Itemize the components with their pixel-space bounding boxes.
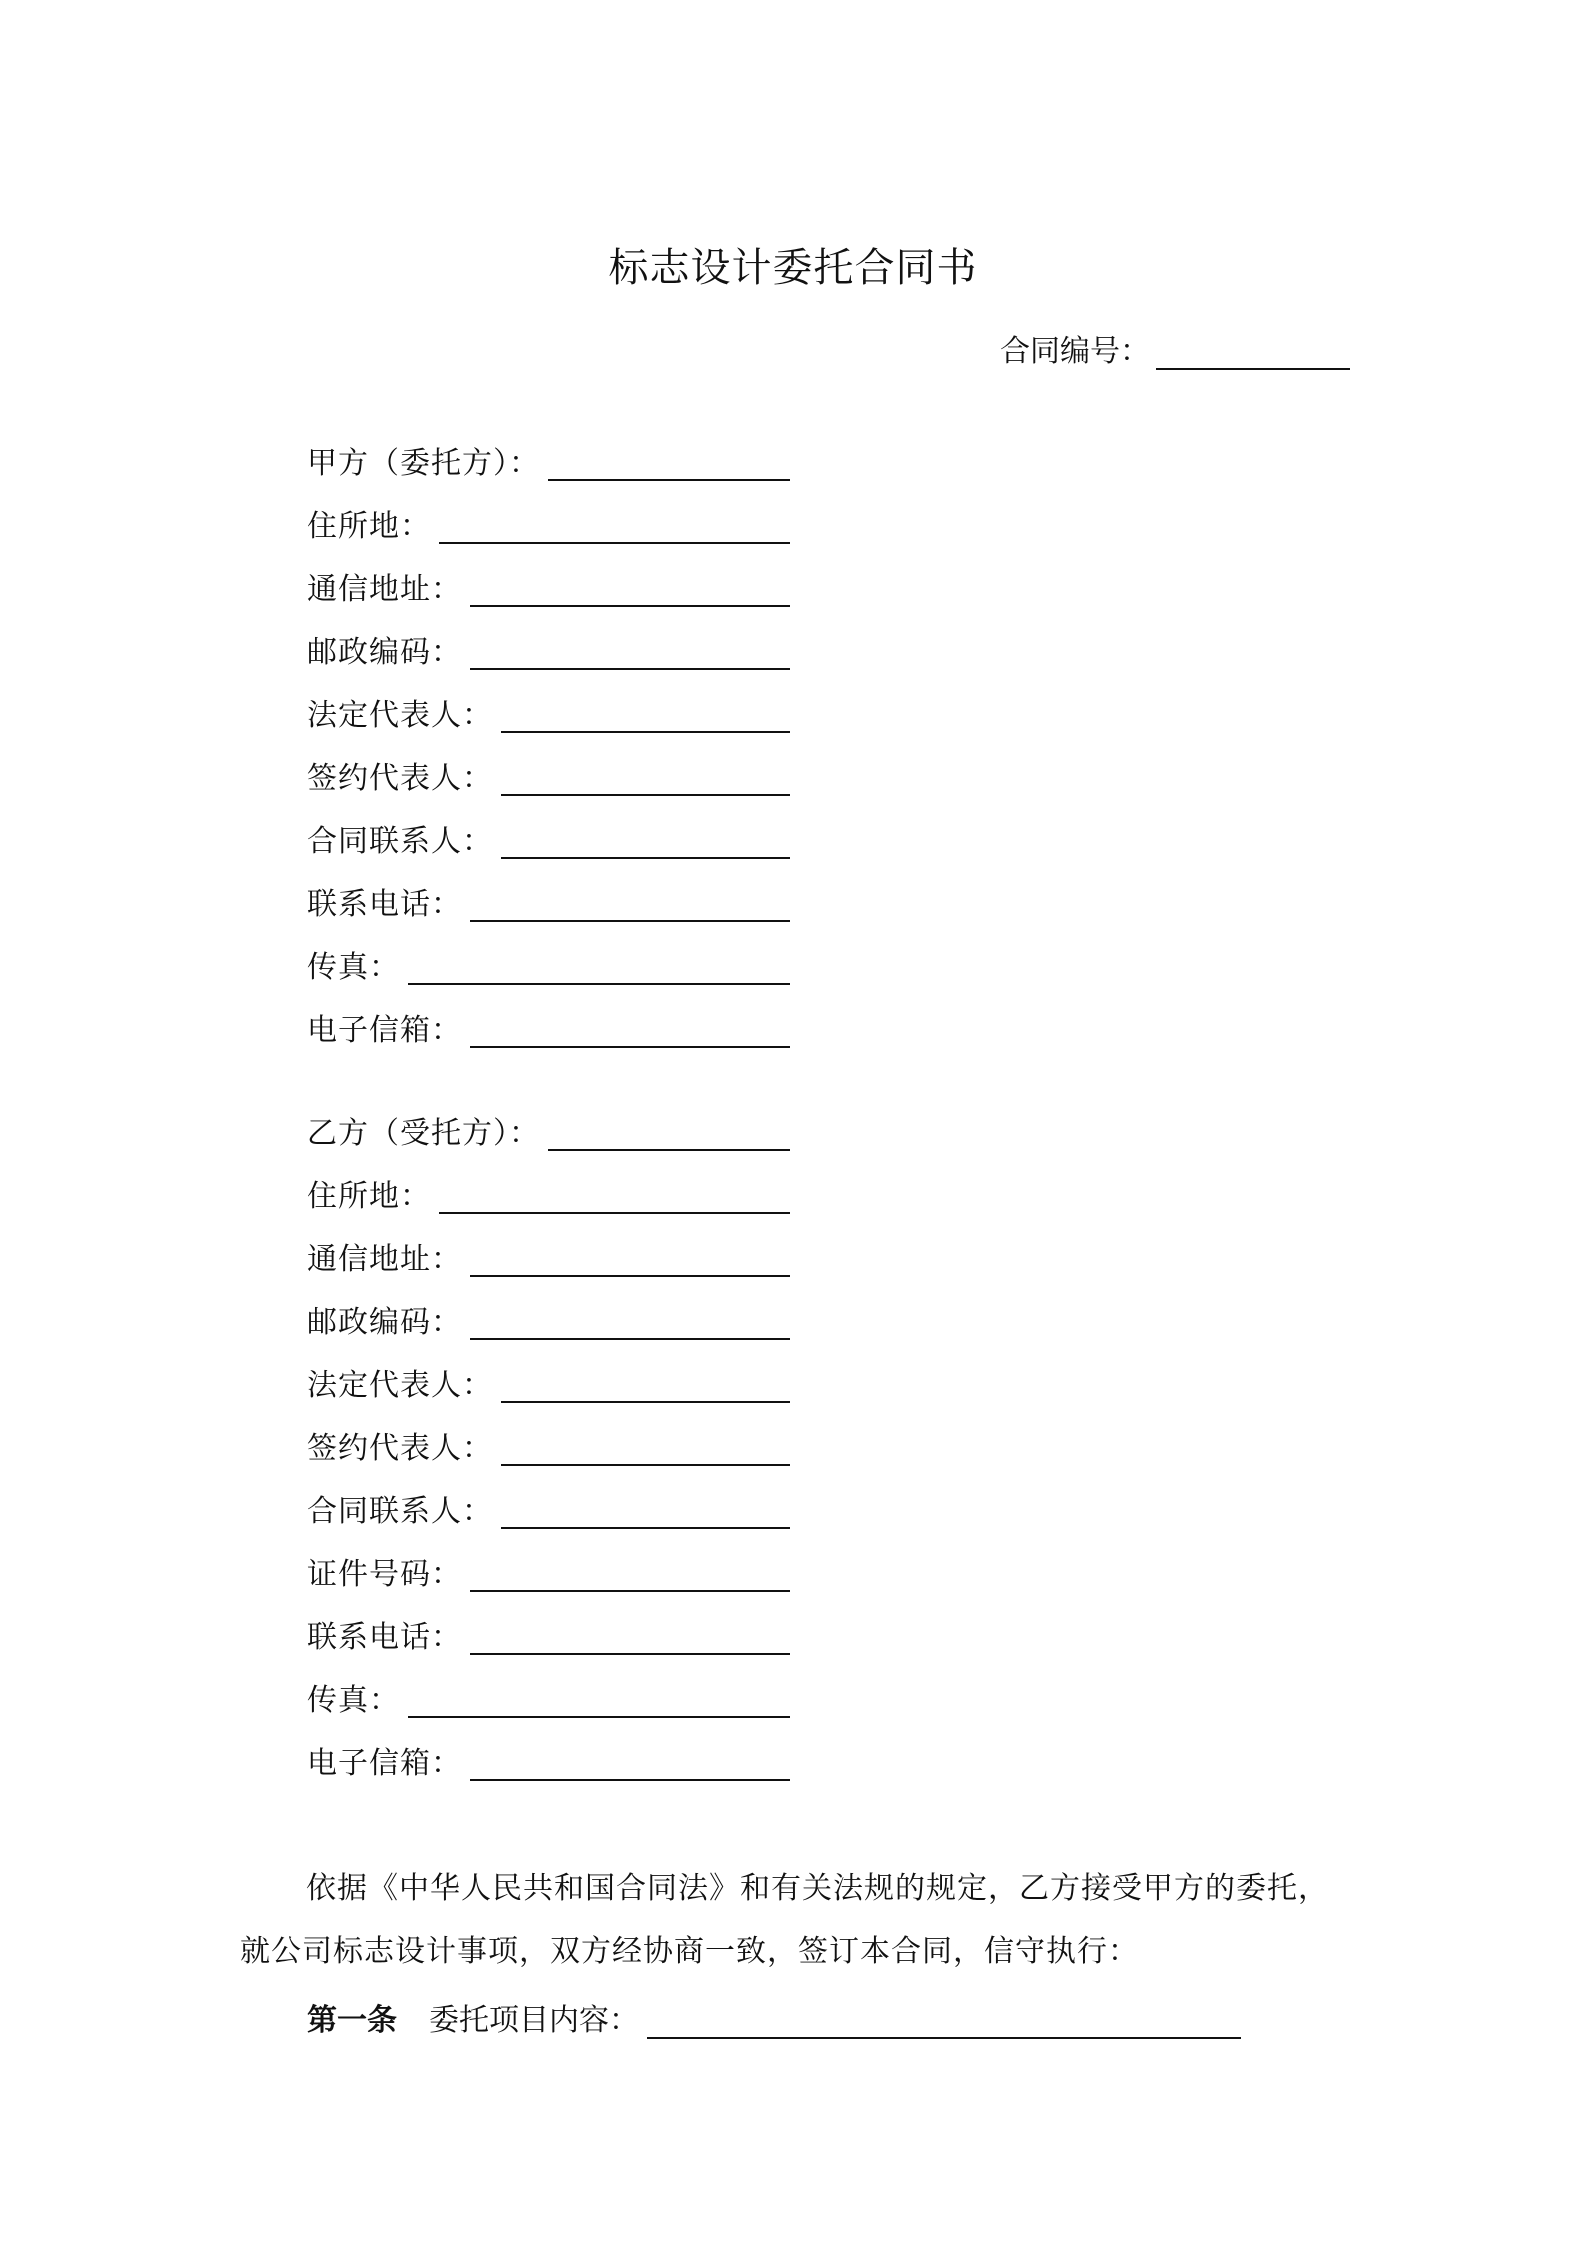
field-label: 住所地：	[307, 1179, 431, 1214]
field-label: 证件号码：	[307, 1557, 462, 1592]
field-blank[interactable]	[470, 890, 790, 922]
party-b-email-field	[307, 1718, 790, 1781]
field-blank[interactable]	[470, 1749, 790, 1781]
field-label: 通信地址：	[307, 1242, 462, 1277]
field-blank[interactable]	[501, 827, 790, 859]
contract-number-blank[interactable]	[1156, 338, 1350, 370]
field-blank[interactable]	[408, 1686, 790, 1718]
field-label: 邮政编码：	[307, 1305, 462, 1340]
party-b-phone-field	[307, 1592, 790, 1655]
field-blank[interactable]	[501, 1371, 790, 1403]
field-blank[interactable]	[470, 1308, 790, 1340]
party-b-id-number-field	[307, 1529, 790, 1592]
article-1-blank[interactable]	[647, 2007, 1241, 2039]
party-b-address-field	[307, 1214, 790, 1277]
field-blank[interactable]	[470, 638, 790, 670]
party-b-contact-field	[307, 1466, 790, 1529]
field-blank[interactable]	[439, 512, 790, 544]
field-label: 联系电话：	[307, 887, 462, 922]
party-b-section	[307, 1088, 790, 1781]
field-label: 合同联系人：	[307, 1494, 493, 1529]
field-blank[interactable]	[548, 1119, 790, 1151]
article-label: 委托项目内容：	[429, 2003, 639, 2038]
party-b-legal-rep-field	[307, 1340, 790, 1403]
party-a-fax-field	[307, 922, 790, 985]
field-blank[interactable]	[408, 953, 790, 985]
party-a-postcode-field	[307, 607, 790, 670]
contract-number-field	[1000, 326, 1350, 370]
party-a-phone-field	[307, 859, 790, 922]
field-label: 法定代表人：	[307, 1368, 493, 1403]
field-label: 传真：	[307, 950, 400, 985]
field-blank[interactable]	[439, 1182, 790, 1214]
party-b-postcode-field	[307, 1277, 790, 1340]
field-blank[interactable]	[501, 1497, 790, 1529]
field-blank[interactable]	[501, 701, 790, 733]
article-1	[307, 1995, 1241, 2039]
field-label: 联系电话：	[307, 1620, 462, 1655]
document-title: 标志设计委托合同书	[608, 245, 978, 291]
party-a-legal-rep-field	[307, 670, 790, 733]
party-a-address-field	[307, 544, 790, 607]
field-label: 乙方（受托方）：	[307, 1116, 540, 1151]
field-blank[interactable]	[470, 575, 790, 607]
party-b-domicile-field	[307, 1151, 790, 1214]
field-label: 通信地址：	[307, 572, 462, 607]
preamble-paragraph: 依据《中华人民共和国合同法》和有关法规的规定，乙方接受甲方的委托，就公司标志设计事项，双方经协商一致，签订本合同，信守执行：	[240, 1871, 1329, 1969]
field-blank[interactable]	[470, 1623, 790, 1655]
party-a-signing-rep-field	[307, 733, 790, 796]
field-blank[interactable]	[470, 1560, 790, 1592]
field-label: 签约代表人：	[307, 761, 493, 796]
contract-number-label: 合同编号：	[1000, 334, 1150, 369]
party-a-email-field	[307, 985, 790, 1048]
field-label: 合同联系人：	[307, 824, 493, 859]
field-blank[interactable]	[501, 764, 790, 796]
party-b-name-field	[307, 1088, 790, 1151]
field-label: 住所地：	[307, 509, 431, 544]
party-a-section	[307, 418, 790, 1048]
field-blank[interactable]	[501, 1434, 790, 1466]
field-label: 电子信箱：	[307, 1013, 462, 1048]
field-label: 甲方（委托方）：	[307, 446, 540, 481]
field-label: 签约代表人：	[307, 1431, 493, 1466]
field-blank[interactable]	[470, 1245, 790, 1277]
party-a-name-field	[307, 418, 790, 481]
field-label: 电子信箱：	[307, 1746, 462, 1781]
party-b-signing-rep-field	[307, 1403, 790, 1466]
party-a-domicile-field	[307, 481, 790, 544]
party-b-fax-field	[307, 1655, 790, 1718]
field-label: 邮政编码：	[307, 635, 462, 670]
field-blank[interactable]	[470, 1016, 790, 1048]
party-a-contact-field	[307, 796, 790, 859]
field-label: 法定代表人：	[307, 698, 493, 733]
field-blank[interactable]	[548, 449, 790, 481]
article-number: 第一条	[307, 2003, 397, 2038]
field-label: 传真：	[307, 1683, 400, 1718]
